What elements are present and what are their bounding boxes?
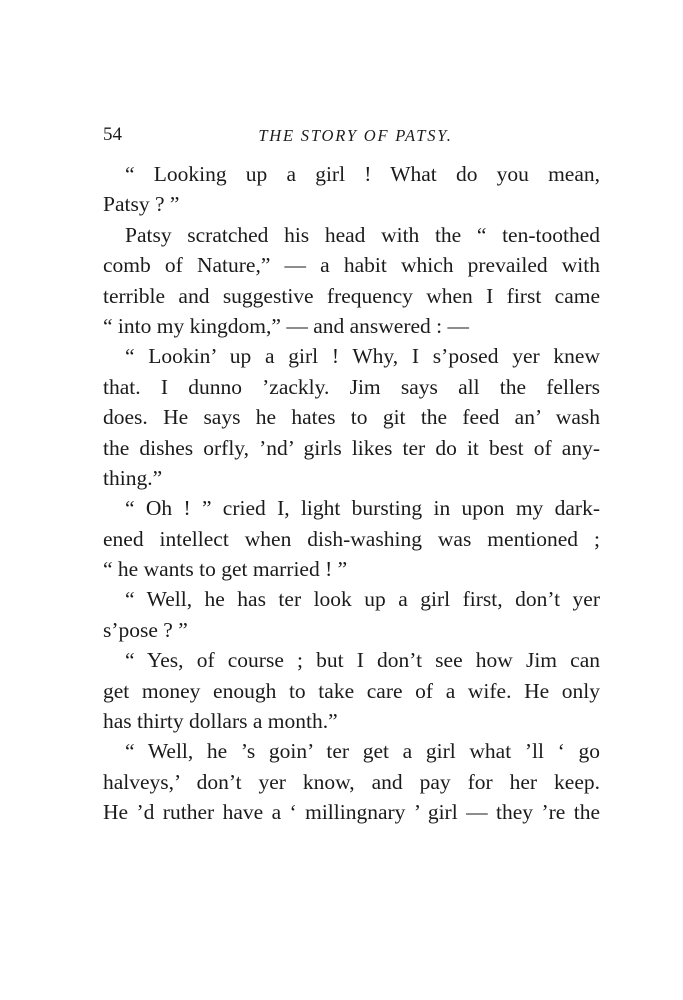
text-line: “ Well, he has ter look up a girl first, don’t yer [125, 587, 600, 612]
running-title: THE STORY OF PATSY. [258, 126, 453, 145]
body-text [103, 159, 600, 828]
text-line: halveys,’ don’t yer know, and pay for her keep. [103, 769, 600, 794]
text-line: ened intellect when dish-washing was mentioned ; [103, 526, 600, 551]
text-line: the dishes orfly, ’nd’ girls likes ter do it best of any- [103, 435, 600, 460]
text-line: “ Well, he ’s goin’ ter get a girl what ’ll ‘ go [125, 739, 600, 764]
running-head [103, 124, 600, 152]
text-line: He ’d ruther have a ‘ millingnary ’ girl — they ’re the [103, 800, 600, 825]
text-line: “ Lookin’ up a girl ! Why, I s’posed yer knew [125, 344, 600, 369]
text-line: does. He says he hates to git the feed an’ wash [103, 405, 600, 430]
text-line: “ he wants to get married ! ” [103, 557, 348, 582]
text-line: s’pose ? ” [103, 617, 188, 642]
text-line: thing.” [103, 465, 163, 490]
text-line: comb of Nature,” — a habit which prevailed with [103, 253, 600, 278]
text-line: “ Looking up a girl ! What do you mean, [125, 162, 600, 186]
text-line: get money enough to take care of a wife. He only [103, 678, 600, 703]
page-number: 54 [103, 124, 122, 145]
text-line: has thirty dollars a month.” [103, 709, 338, 734]
text-line: Patsy scratched his head with the “ ten-toothed [125, 222, 600, 247]
text-line: “ Yes, of course ; but I don’t see how Jim can [125, 648, 600, 673]
text-line: “ Oh ! ” cried I, light bursting in upon my dark- [125, 496, 600, 521]
text-line: terrible and suggestive frequency when I first came [103, 283, 600, 308]
text-line: “ into my kingdom,” — and answered : — [103, 313, 470, 338]
text-line: that. I dunno ’zackly. Jim says all the fellers [103, 374, 600, 399]
text-line: Patsy ? ” [103, 192, 180, 217]
